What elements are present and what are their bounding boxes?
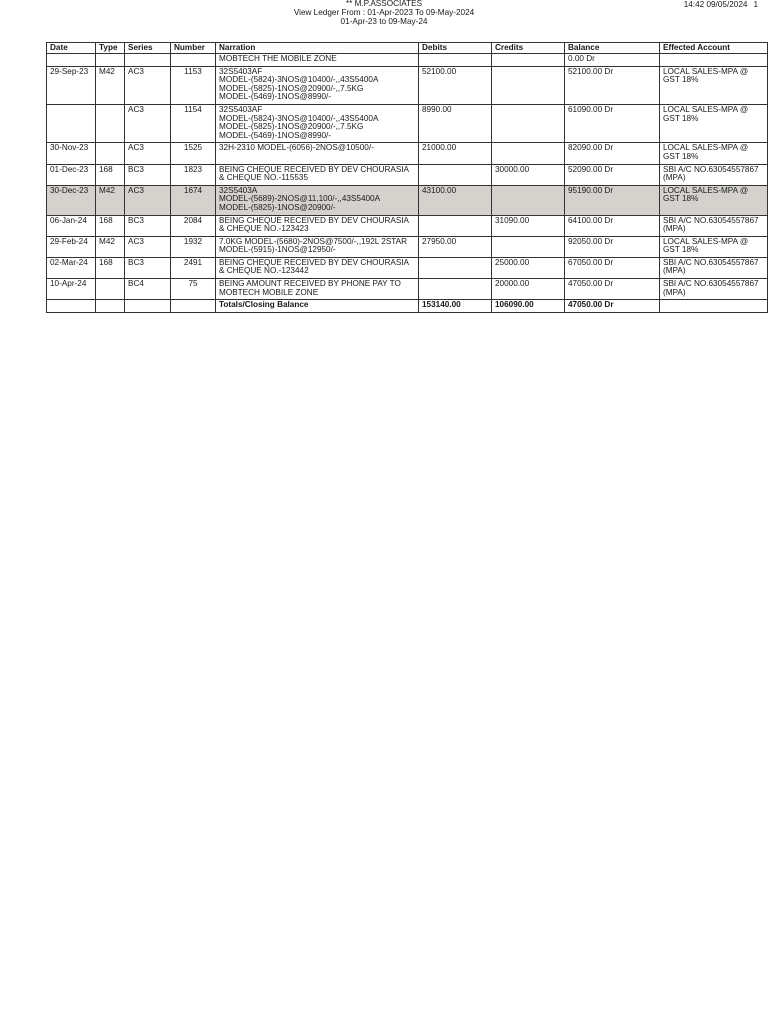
- cell-series: AC3: [125, 143, 171, 164]
- cell-debit: 27950.00: [419, 236, 492, 257]
- cell-narration: 32H-2310 MODEL-(6056)-2NOS@10500/-: [216, 143, 419, 164]
- totals-row: [47, 300, 768, 313]
- cell-series: BC4: [125, 279, 171, 300]
- cell-narration: 32S5403AF MODEL-(5824)-3NOS@10400/-,,43S5400A MODEL-(5825)-1NOS@20900/-,,7.5KG MODEL-(5469)-1NOS@8990/-: [216, 104, 419, 142]
- cell-balance: 92050.00 Dr: [565, 236, 660, 257]
- cell-date: [47, 54, 96, 67]
- cell-narration: BEING CHEQUE RECEIVED BY DEV CHOURASIA & CHEQUE NO.-123423: [216, 215, 419, 236]
- cell-narration: BEING CHEQUE RECEIVED BY DEV CHOURASIA & CHEQUE NO.-115535: [216, 164, 419, 185]
- cell-debit: [419, 54, 492, 67]
- cell-account: [660, 54, 768, 67]
- ledger-table: [46, 42, 768, 313]
- totals-cell-type: [96, 300, 125, 313]
- cell-type: [96, 143, 125, 164]
- cell-balance: 61090.00 Dr: [565, 104, 660, 142]
- totals-cell-date: [47, 300, 96, 313]
- col-header-number: Number: [171, 43, 216, 54]
- cell-type: M42: [96, 66, 125, 104]
- cell-balance: 64100.00 Dr: [565, 215, 660, 236]
- page-number: 1: [753, 0, 758, 9]
- cell-series: BC3: [125, 164, 171, 185]
- cell-credit: 31090.00: [492, 215, 565, 236]
- cell-account: LOCAL SALES-MPA @ GST 18%: [660, 66, 768, 104]
- cell-narration: BEING AMOUNT RECEIVED BY PHONE PAY TO MOBTECH MOBILE ZONE: [216, 279, 419, 300]
- cell-date: 10-Apr-24: [47, 279, 96, 300]
- cell-number: 1525: [171, 143, 216, 164]
- totals-cell-number: [171, 300, 216, 313]
- table-row: [47, 215, 768, 236]
- cell-credit: 25000.00: [492, 257, 565, 278]
- cell-account: LOCAL SALES-MPA @ GST 18%: [660, 104, 768, 142]
- cell-credit: [492, 236, 565, 257]
- cell-account: SBI A/C NO.63054557867 (MPA): [660, 164, 768, 185]
- cell-series: BC3: [125, 257, 171, 278]
- cell-debit: [419, 215, 492, 236]
- cell-credit: [492, 66, 565, 104]
- cell-number: 2084: [171, 215, 216, 236]
- cell-date: 29-Feb-24: [47, 236, 96, 257]
- totals-balance: 47050.00 Dr: [565, 300, 660, 313]
- cell-credit: [492, 185, 565, 215]
- cell-account: SBI A/C NO.63054557867 (MPA): [660, 279, 768, 300]
- cell-type: M42: [96, 236, 125, 257]
- cell-number: 75: [171, 279, 216, 300]
- table-row: [47, 143, 768, 164]
- cell-series: AC3: [125, 236, 171, 257]
- cell-type: M42: [96, 185, 125, 215]
- cell-account: LOCAL SALES-MPA @ GST 18%: [660, 143, 768, 164]
- report-subtitle: View Ledger From : 01-Apr-2023 To 09-May-2024: [293, 8, 475, 17]
- company-name: ** M.P.ASSOCIATES: [345, 0, 423, 8]
- cell-date: 06-Jan-24: [47, 215, 96, 236]
- totals-credit: 106090.00: [492, 300, 565, 313]
- cell-series: AC3: [125, 104, 171, 142]
- cell-date: 02-Mar-24: [47, 257, 96, 278]
- ledger-body: [47, 54, 768, 300]
- col-header-series: Series: [125, 43, 171, 54]
- cell-narration: MOBTECH THE MOBILE ZONE: [216, 54, 419, 67]
- table-row: [47, 54, 768, 67]
- cell-narration: 32S5403AF MODEL-(5824)-3NOS@10400/-,,43S5400A MODEL-(5825)-1NOS@20900/-,,7.5KG MODEL-(5469)-1NOS@8990/-: [216, 66, 419, 104]
- print-info: [684, 0, 758, 10]
- cell-balance: 82090.00 Dr: [565, 143, 660, 164]
- cell-debit: 8990.00: [419, 104, 492, 142]
- cell-credit: 30000.00: [492, 164, 565, 185]
- cell-number: 1932: [171, 236, 216, 257]
- cell-number: 1674: [171, 185, 216, 215]
- cell-number: [171, 54, 216, 67]
- totals-cell-series: [125, 300, 171, 313]
- cell-number: 2491: [171, 257, 216, 278]
- table-row: [47, 104, 768, 142]
- cell-debit: [419, 257, 492, 278]
- cell-date: 01-Dec-23: [47, 164, 96, 185]
- cell-credit: 20000.00: [492, 279, 565, 300]
- table-row: [47, 164, 768, 185]
- cell-date: 30-Nov-23: [47, 143, 96, 164]
- cell-debit: 52100.00: [419, 66, 492, 104]
- date-range: 01-Apr-23 to 09-May-24: [340, 17, 428, 26]
- cell-type: [96, 104, 125, 142]
- cell-type: 168: [96, 257, 125, 278]
- cell-balance: 67050.00 Dr: [565, 257, 660, 278]
- cell-balance: 52100.00 Dr: [565, 66, 660, 104]
- cell-number: 1154: [171, 104, 216, 142]
- col-header-balance: Balance: [565, 43, 660, 54]
- cell-narration: 7.0KG MODEL-(5680)-2NOS@7500/-,,192L 2STAR MODEL-(5915)-1NOS@12950/-: [216, 236, 419, 257]
- table-row: [47, 257, 768, 278]
- cell-date: 29-Sep-23: [47, 66, 96, 104]
- totals-label: Totals/Closing Balance: [216, 300, 419, 313]
- cell-balance: 95190.00 Dr: [565, 185, 660, 215]
- cell-balance: 0.00 Dr: [565, 54, 660, 67]
- cell-debit: 21000.00: [419, 143, 492, 164]
- cell-account: SBI A/C NO.63054557867 (MPA): [660, 257, 768, 278]
- cell-type: [96, 279, 125, 300]
- col-header-debits: Debits: [419, 43, 492, 54]
- col-header-narration: Narration: [216, 43, 419, 54]
- cell-series: BC3: [125, 215, 171, 236]
- cell-credit: [492, 104, 565, 142]
- cell-type: [96, 54, 125, 67]
- totals-debit: 153140.00: [419, 300, 492, 313]
- cell-credit: [492, 54, 565, 67]
- cell-series: AC3: [125, 185, 171, 215]
- table-header-row: [47, 43, 768, 54]
- cell-type: 168: [96, 164, 125, 185]
- print-timestamp: 14:42 09/05/2024: [683, 0, 748, 9]
- cell-series: AC3: [125, 66, 171, 104]
- cell-date: 30-Dec-23: [47, 185, 96, 215]
- cell-narration: 32S5403A MODEL-(5689)-2NOS@11,100/-,,43S5400A MODEL-(5825)-1NOS@20900/-: [216, 185, 419, 215]
- cell-series: [125, 54, 171, 67]
- cell-debit: [419, 279, 492, 300]
- cell-balance: 52090.00 Dr: [565, 164, 660, 185]
- cell-number: 1823: [171, 164, 216, 185]
- table-row: [47, 236, 768, 257]
- cell-account: LOCAL SALES-MPA @ GST 18%: [660, 236, 768, 257]
- col-header-effected-account: Effected Account: [660, 43, 768, 54]
- col-header-credits: Credits: [492, 43, 565, 54]
- totals-cell-account: [660, 300, 768, 313]
- cell-debit: [419, 164, 492, 185]
- cell-account: LOCAL SALES-MPA @ GST 18%: [660, 185, 768, 215]
- cell-debit: 43100.00: [419, 185, 492, 215]
- cell-credit: [492, 143, 565, 164]
- cell-date: [47, 104, 96, 142]
- table-row: [47, 279, 768, 300]
- col-header-type: Type: [96, 43, 125, 54]
- cell-number: 1153: [171, 66, 216, 104]
- table-row: [47, 185, 768, 215]
- cell-account: SBI A/C NO.63054557867 (MPA): [660, 215, 768, 236]
- col-header-date: Date: [47, 43, 96, 54]
- table-row: [47, 66, 768, 104]
- cell-balance: 47050.00 Dr: [565, 279, 660, 300]
- cell-narration: BEING CHEQUE RECEIVED BY DEV CHOURASIA & CHEQUE NO.-123442: [216, 257, 419, 278]
- cell-type: 168: [96, 215, 125, 236]
